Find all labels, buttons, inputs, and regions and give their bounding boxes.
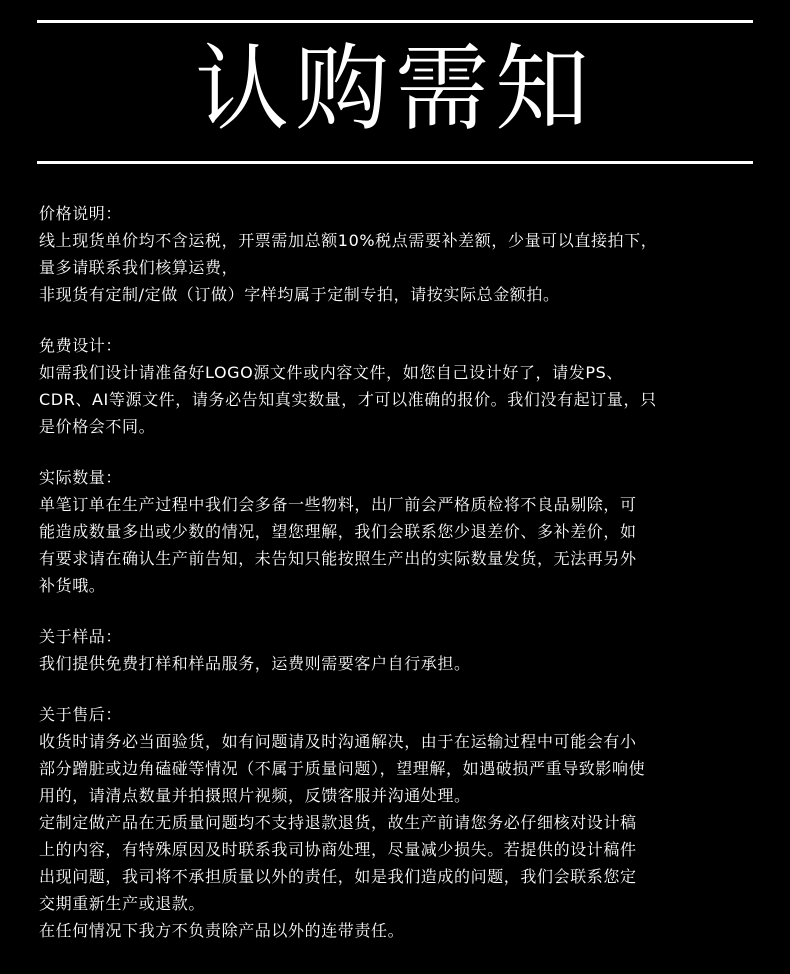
- section-text-line: 量多请联系我们核算运费，: [39, 258, 239, 277]
- notice-section: [39, 623, 759, 677]
- section-text-line: 上的内容，有特殊原因及时联系我司协商处理，尽量减少损失。若提供的设计稿件: [39, 840, 637, 859]
- bottom-divider: [37, 161, 753, 164]
- notice-section: [39, 200, 759, 308]
- section-text-line: 定制定做产品在无质量问题均不支持退款退货，故生产前请您务必仔细核对设计稿: [39, 813, 637, 832]
- section-text-line: 单笔订单在生产过程中我们会多备一些物料，出厂前会严格质检将不良品剔除，可: [39, 495, 637, 514]
- section-text-line: 如需我们设计请准备好LOGO源文件或内容文件，如您自己设计好了，请发PS、: [39, 363, 623, 382]
- section-text-line: 用的，请清点数量并拍摄照片视频，反馈客服并沟通处理。: [39, 786, 471, 805]
- notice-section: [39, 332, 759, 440]
- section-text-line: 我们提供免费打样和样品服务，运费则需要客户自行承担。: [39, 654, 471, 673]
- section-text-line: 线上现货单价均不含运税，开票需加总额10%税点需要补差额，少量可以直接拍下，: [39, 231, 658, 250]
- section-text-line: 补货哦。: [39, 576, 106, 595]
- section-heading: 关于售后：: [39, 705, 123, 724]
- section-text-line: 交期重新生产或退款。: [39, 894, 206, 913]
- notice-content: [39, 200, 759, 968]
- section-heading: 价格说明：: [39, 204, 123, 223]
- notice-section: [39, 701, 759, 944]
- section-text-line: 在任何情况下我方不负责除产品以外的连带责任。: [39, 921, 405, 940]
- section-text-line: 收货时请务必当面验货，如有问题请及时沟通解决，由于在运输过程中可能会有小: [39, 732, 637, 751]
- section-heading: 实际数量：: [39, 468, 123, 487]
- section-text-line: CDR、AI等源文件，请务必告知真实数量，才可以准确的报价。我们没有起订量，只: [39, 390, 657, 409]
- section-text-line: 有要求请在确认生产前告知，未告知只能按照生产出的实际数量发货，无法再另外: [39, 549, 637, 568]
- section-text-line: 非现货有定制/定做（订做）字样均属于定制专拍，请按实际总金额拍。: [39, 285, 560, 304]
- section-heading: 关于样品：: [39, 627, 123, 646]
- section-text-line: 部分蹭脏或边角磕碰等情况（不属于质量问题），望理解，如遇破损严重导致影响使: [39, 759, 646, 778]
- top-divider: [37, 20, 753, 23]
- page-title: 认购需知: [194, 35, 595, 144]
- section-heading: 免费设计：: [39, 336, 123, 355]
- section-text-line: 出现问题，我司将不承担质量以外的责任，如是我们造成的问题，我们会联系您定: [39, 867, 637, 886]
- notice-section: [39, 464, 759, 599]
- section-text-line: 是价格会不同。: [39, 417, 156, 436]
- section-text-line: 能造成数量多出或少数的情况，望您理解，我们会联系您少退差价、多补差价，如: [39, 522, 637, 541]
